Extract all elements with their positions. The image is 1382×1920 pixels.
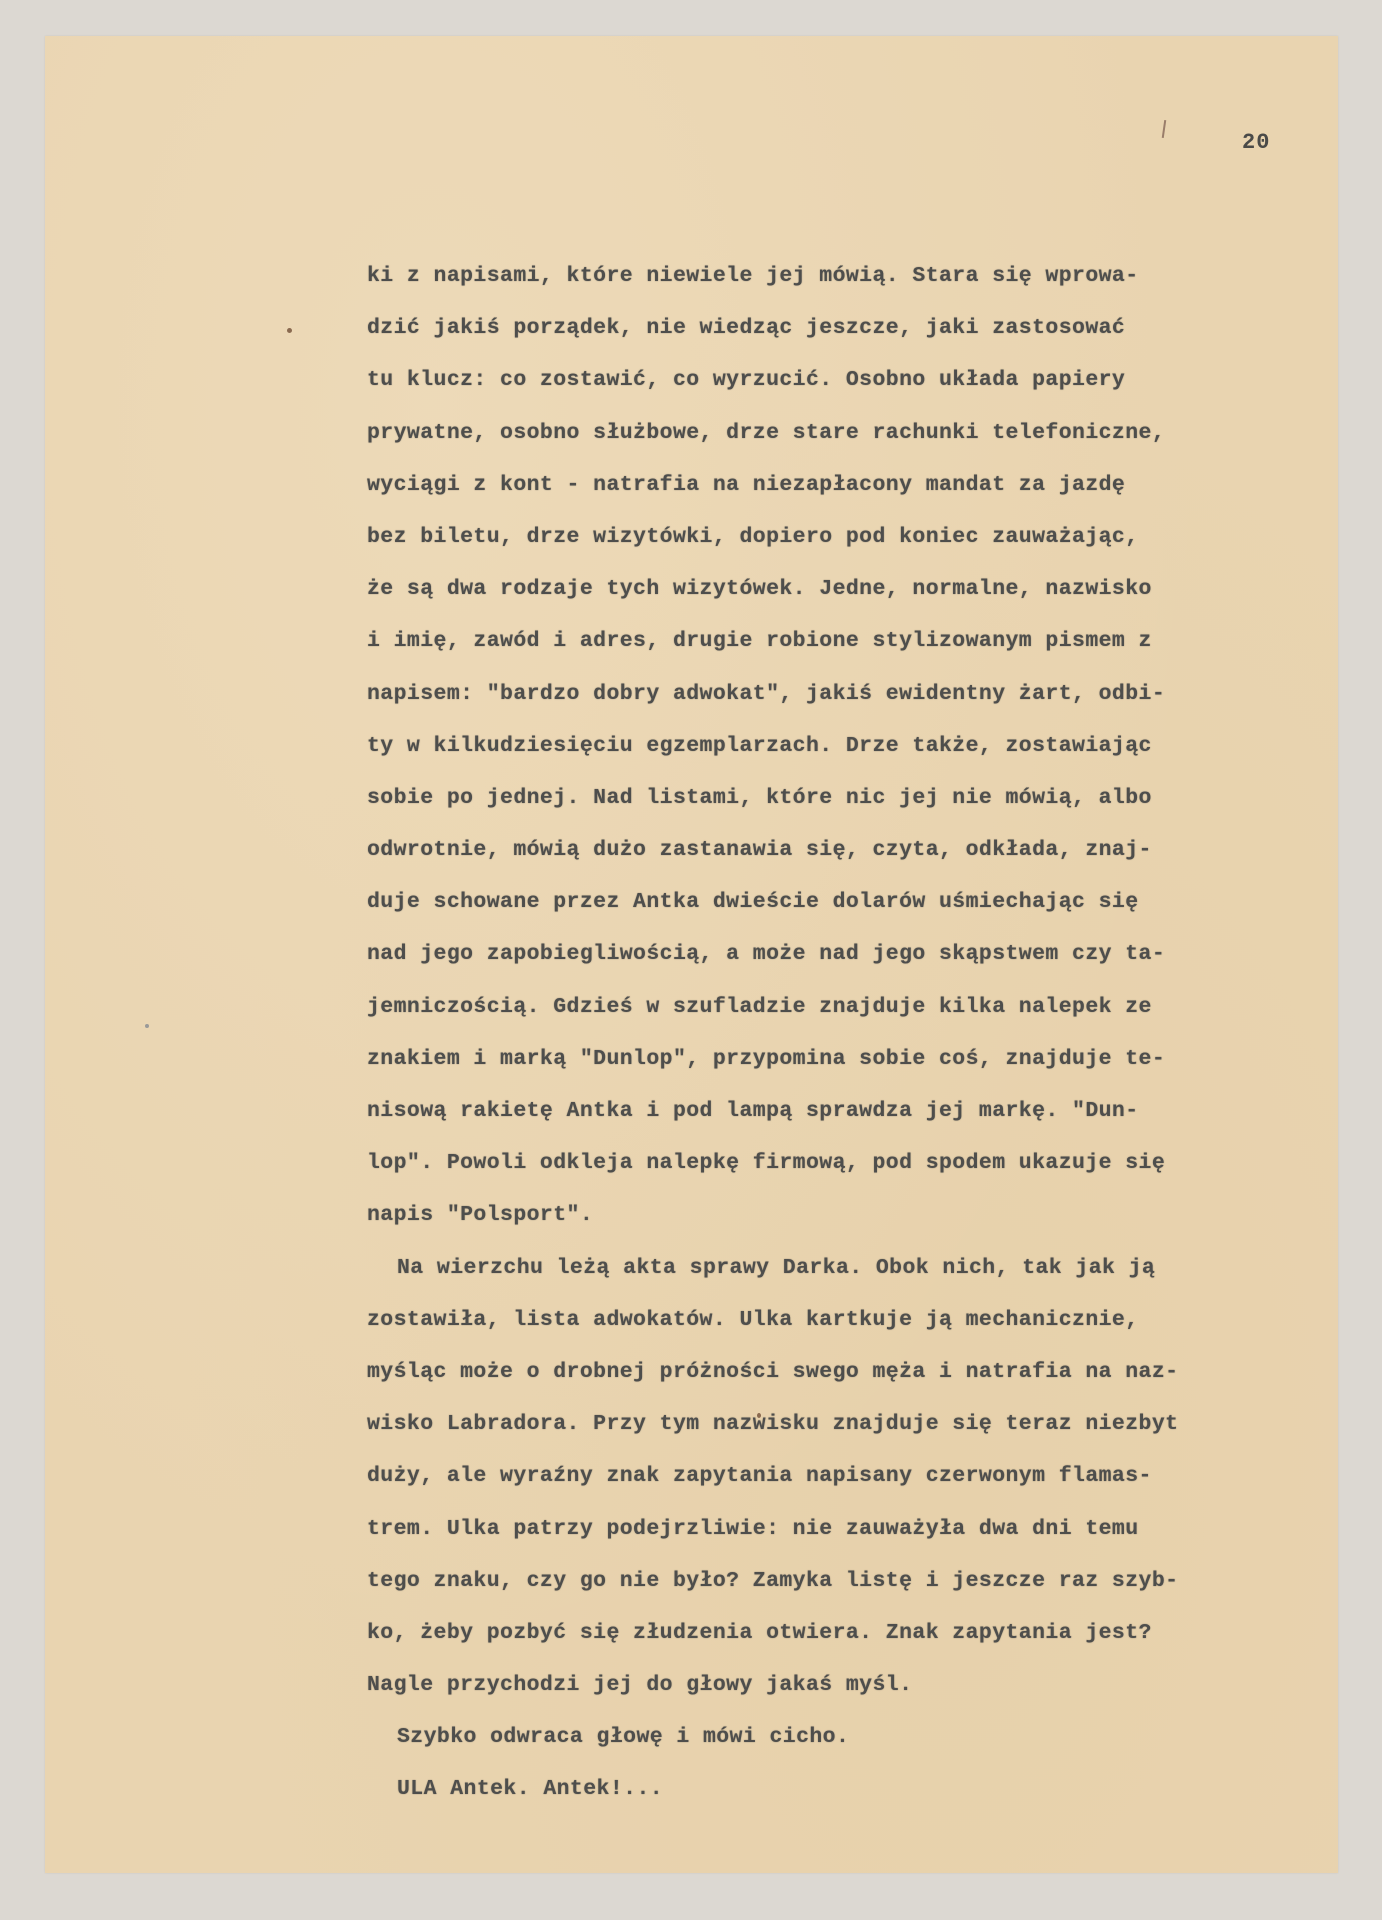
text-line: że są dwa rodzaje tych wizytówek. Jedne, normalne, nazwisko <box>367 577 1152 602</box>
text-line: dzić jakiś porządek, nie wiedząc jeszcze, jaki zastosować <box>367 316 1126 341</box>
text-line: bez biletu, drze wizytówki, dopiero pod koniec zauważając, <box>367 524 1139 549</box>
text-line: nisową rakietę Antka i pod lampą sprawdza jej markę. "Dun- <box>367 1099 1139 1123</box>
text-line: wisko Labradora. Przy tym nazwisku znajduje się teraz niezbyt <box>367 1412 1179 1437</box>
text-line: napisem: "bardzo dobry adwokat", jakiś ewidentny żart, odbi- <box>367 681 1166 706</box>
text-line: znakiem i marką "Dunlop", przypomina sobie coś, znajduje te- <box>367 1046 1166 1071</box>
text-line: ty w kilkudziesięciu egzemplarzach. Drze także, zostawiając <box>367 733 1152 758</box>
text-line: Nagle przychodzi jej do głowy jakaś myśl. <box>367 1673 913 1698</box>
text-line: myśląc może o drobnej próżności swego męża i natrafia na naz- <box>367 1359 1179 1384</box>
text-line: sobie po jednej. Nad listami, które nic jej nie mówią, albo <box>367 785 1152 810</box>
text-line: trem. Ulka patrzy podejrzliwie: nie zauważyła dwa dni temu <box>367 1516 1139 1541</box>
text-line: Na wierzchu leżą akta sprawy Darka. Obok nich, tak jak ją <box>397 1255 1156 1280</box>
text-line: i imię, zawód i adres, drugie robione stylizowanym pismem z <box>367 629 1152 654</box>
page-number: 20 <box>1242 130 1271 155</box>
text-line: nad jego zapobiegliwością, a może nad jego skąpstwem czy ta- <box>367 942 1166 967</box>
typewritten-text <box>367 250 1357 1816</box>
text-line: duży, ale wyraźny znak zapytania napisany czerwonym flamas- <box>367 1464 1152 1489</box>
text-line: tego znaku, czy go nie było? Zamyka listę i jeszcze raz szyb- <box>367 1568 1179 1593</box>
text-line: ki z napisami, które niewiele jej mówią. Stara się wprowa- <box>367 264 1139 288</box>
text-line: jemniczością. Gdzieś w szufladzie znajduje kilka nalepek ze <box>367 994 1152 1019</box>
text-line: wyciągi z kont - natrafia na niezapłacony mandat za jazdę <box>367 472 1126 497</box>
text-line: ULA Antek. Antek!... <box>397 1777 664 1802</box>
pencil-mark <box>1162 120 1166 138</box>
text-line: ko, żeby pozbyć się złudzenia otwiera. Znak zapytania jest? <box>367 1620 1152 1645</box>
text-line: duje schowane przez Antka dwieście dolarów uśmiechając się <box>367 890 1139 915</box>
text-line: tu klucz: co zostawić, co wyrzucić. Osobno układa papiery <box>367 368 1126 393</box>
text-line: Szybko odwraca głowę i mówi cicho. <box>397 1725 850 1750</box>
text-line: napis "Polsport". <box>367 1203 594 1228</box>
text-line: zostawiła, lista adwokatów. Ulka kartkuje ją mechanicznie, <box>367 1307 1139 1332</box>
text-line: prywatne, osobno służbowe, drze stare rachunki telefoniczne, <box>367 420 1166 445</box>
text-line: lop". Powoli odkleja nalepkę firmową, pod spodem ukazuje się <box>367 1151 1166 1176</box>
document-page <box>45 36 1338 1873</box>
paper-speck <box>145 1024 149 1028</box>
text-line: odwrotnie, mówią dużo zastanawia się, czyta, odkłada, znaj- <box>367 838 1152 863</box>
paper-speck <box>287 328 292 333</box>
